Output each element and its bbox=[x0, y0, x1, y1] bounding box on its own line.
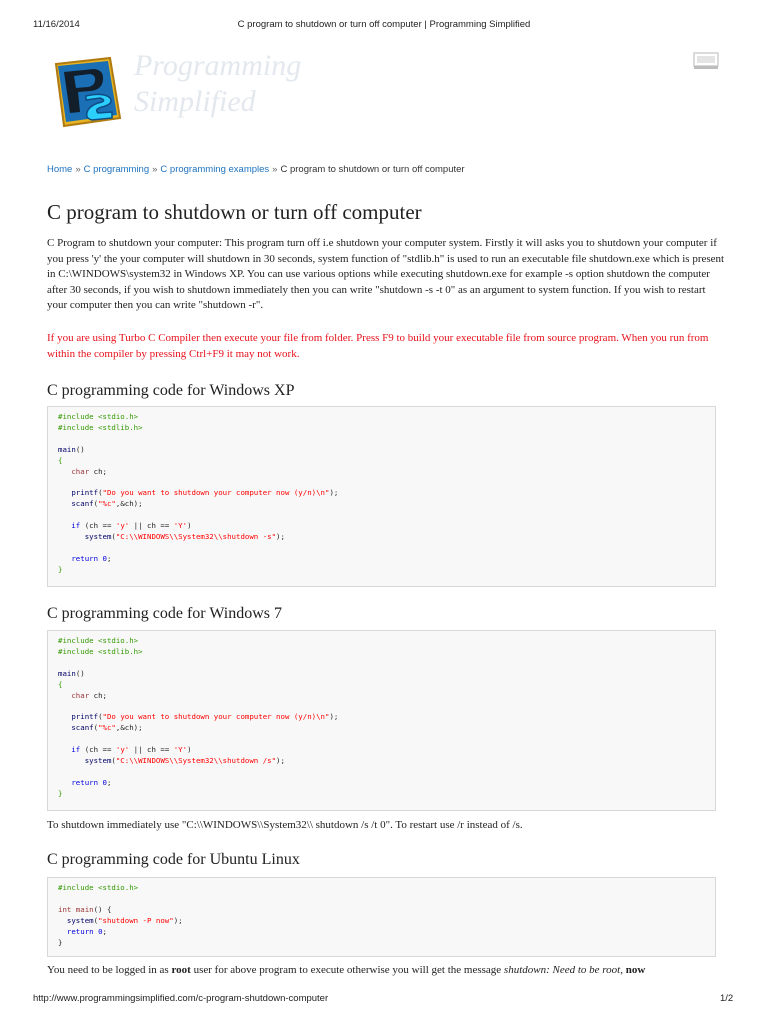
breadcrumb-current: C program to shutdown or turn off computer bbox=[280, 164, 465, 175]
breadcrumb-separator: » bbox=[152, 164, 158, 175]
breadcrumb-c-programming[interactable]: C programming bbox=[83, 164, 150, 175]
print-url: http://www.programmingsimplified.com/c-program-shutdown-computer bbox=[33, 993, 329, 1004]
linux-root-note: You need to be logged in as root user for above program to execute otherwise you will get the message shutdown: Need to be root, now bbox=[47, 964, 646, 976]
turbo-c-warning: If you are using Turbo C Compiler then execute your file from folder. Press F9 to build your executable file from source program. When you run from within the compiler by pressing Ctrl+F9 it may not work. bbox=[47, 332, 709, 360]
page-title: C program to shutdown or turn off computer bbox=[47, 200, 422, 224]
site-name-watermark: Programming Simplified bbox=[134, 49, 302, 118]
code-block-ubuntu-linux[interactable]: #include <stdio.h> int main() { system("shutdown -P now"); return 0; } bbox=[47, 877, 716, 957]
code-block-windows-xp[interactable]: #include <stdio.h> #include <stdlib.h> main() { char ch; printf("Do you want to shutdown your computer now (y/n)\n"); scanf("%c",&ch); if (ch == 'y' || ch == 'Y') system("C:\\WINDOWS\\System32\\shutdown -s"); return 0; } bbox=[47, 406, 716, 587]
site-logo[interactable] bbox=[48, 52, 128, 132]
breadcrumb-separator: » bbox=[272, 164, 278, 175]
section-heading-windows-7: C programming code for Windows 7 bbox=[47, 605, 283, 622]
print-date: 11/16/2014 bbox=[33, 19, 80, 30]
breadcrumb-home[interactable]: Home bbox=[47, 164, 73, 175]
intro-paragraph: C Program to shutdown your computer: This program turn off i.e shutdown your computer system. Firstly it will asks you to shutdown your computer if you press 'y' the your computer will shutdown in 30 seconds, system function of "stdlib.h" is used to run an executable file shutdown.exe which is present in C:\WINDOWS\system32 in Windows XP. You can use various options while executing shutdown.exe for example -s option shutdown the computer after 30 seconds, if you wish to shutdown immediately then you can write "shutdown -s -t 0" as an argument to system function. If you wish to restart your computer then you can write "shutdown -r". bbox=[47, 237, 725, 311]
breadcrumb-separator: » bbox=[75, 164, 81, 175]
section-heading-ubuntu-linux: C programming code for Ubuntu Linux bbox=[47, 851, 300, 868]
windows-7-note: To shutdown immediately use "C:\\WINDOWS\\System32\\ shutdown /s /t 0". To restart use /r instead of /s. bbox=[47, 819, 523, 831]
ps-logo-icon bbox=[48, 52, 128, 132]
print-title: C program to shutdown or turn off computer | Programming Simplified bbox=[237, 19, 531, 30]
menu-toggle-icon[interactable] bbox=[693, 52, 719, 70]
breadcrumb bbox=[47, 164, 465, 175]
section-heading-windows-xp: C programming code for Windows XP bbox=[47, 382, 295, 399]
print-page-number: 1/2 bbox=[720, 993, 734, 1004]
breadcrumb-c-examples[interactable]: C programming examples bbox=[160, 164, 270, 175]
code-block-windows-7[interactable]: #include <stdio.h> #include <stdlib.h> main() { char ch; printf("Do you want to shutdown your computer now (y/n)\n"); scanf("%c",&ch); if (ch == 'y' || ch == 'Y') system("C:\\WINDOWS\\System32\\shutdown /s"); return 0; } bbox=[47, 630, 716, 811]
